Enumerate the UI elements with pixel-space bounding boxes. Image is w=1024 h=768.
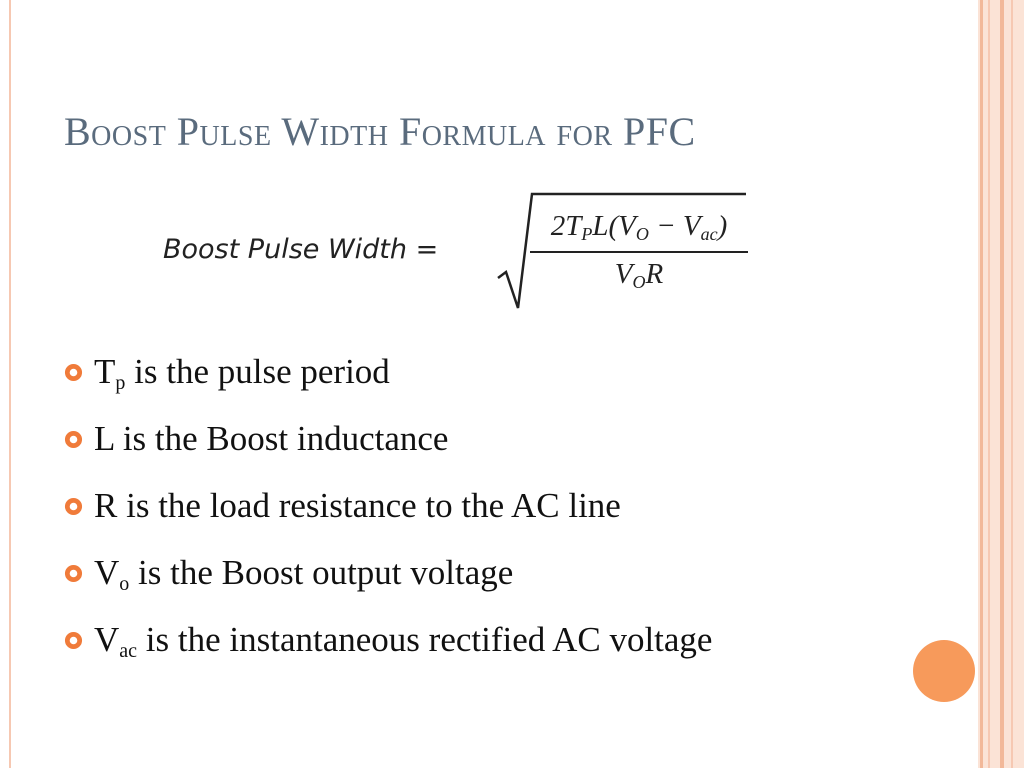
numerator-coefficient: 2 bbox=[550, 210, 566, 242]
bullet-subscript: p bbox=[115, 372, 126, 394]
bullet-symbol: V bbox=[94, 620, 120, 659]
numerator-minus: − V bbox=[648, 210, 701, 242]
formula-numerator bbox=[530, 210, 748, 245]
decorative-circle bbox=[913, 640, 975, 702]
numerator-t: T bbox=[565, 210, 582, 242]
bullet-subscript: ac bbox=[119, 640, 138, 662]
left-border-line bbox=[9, 0, 11, 768]
right-decor-stripe bbox=[1000, 0, 1004, 768]
bullet-subscript: o bbox=[119, 573, 130, 595]
bullet-text: is the instantaneous rectified AC voltage bbox=[137, 620, 713, 659]
ring-bullet-icon bbox=[64, 631, 83, 650]
square-root-sign bbox=[492, 190, 752, 315]
right-decor-stripe bbox=[988, 0, 990, 768]
list-item bbox=[62, 484, 802, 539]
ring-bullet-icon bbox=[64, 430, 83, 449]
right-decor-stripe bbox=[980, 0, 983, 768]
slide-title: Boost Pulse Width Formula for PFC bbox=[64, 109, 696, 154]
bullet-text: is the pulse period bbox=[125, 352, 390, 391]
denominator-v: V bbox=[614, 258, 633, 290]
ring-bullet-icon bbox=[64, 564, 83, 583]
list-item bbox=[62, 618, 802, 673]
ring-bullet-icon bbox=[64, 363, 83, 382]
numerator-vac-subscript: ac bbox=[700, 224, 718, 244]
numerator-t-subscript: P bbox=[581, 224, 593, 244]
bullet-text: L is the Boost inductance bbox=[94, 419, 449, 458]
numerator-vo-subscript: O bbox=[635, 224, 649, 244]
numerator-l: L(V bbox=[592, 210, 636, 242]
denominator-r: R bbox=[645, 258, 664, 290]
definition-list bbox=[62, 350, 802, 685]
bullet-text: R is the load resistance to the AC line bbox=[94, 486, 621, 525]
denominator-v-subscript: O bbox=[632, 272, 646, 292]
pulse-width-formula bbox=[160, 190, 760, 315]
list-item bbox=[62, 350, 802, 405]
formula-lhs: Boost Pulse Width = bbox=[163, 234, 439, 265]
formula-denominator bbox=[530, 258, 748, 293]
list-item bbox=[62, 551, 802, 606]
bullet-symbol: V bbox=[94, 553, 120, 592]
right-decor-stripe bbox=[1011, 0, 1013, 768]
list-item bbox=[62, 417, 802, 472]
bullet-text: is the Boost output voltage bbox=[129, 553, 514, 592]
bullet-symbol: T bbox=[94, 352, 116, 391]
ring-bullet-icon bbox=[64, 497, 83, 516]
numerator-close: ) bbox=[717, 210, 728, 242]
